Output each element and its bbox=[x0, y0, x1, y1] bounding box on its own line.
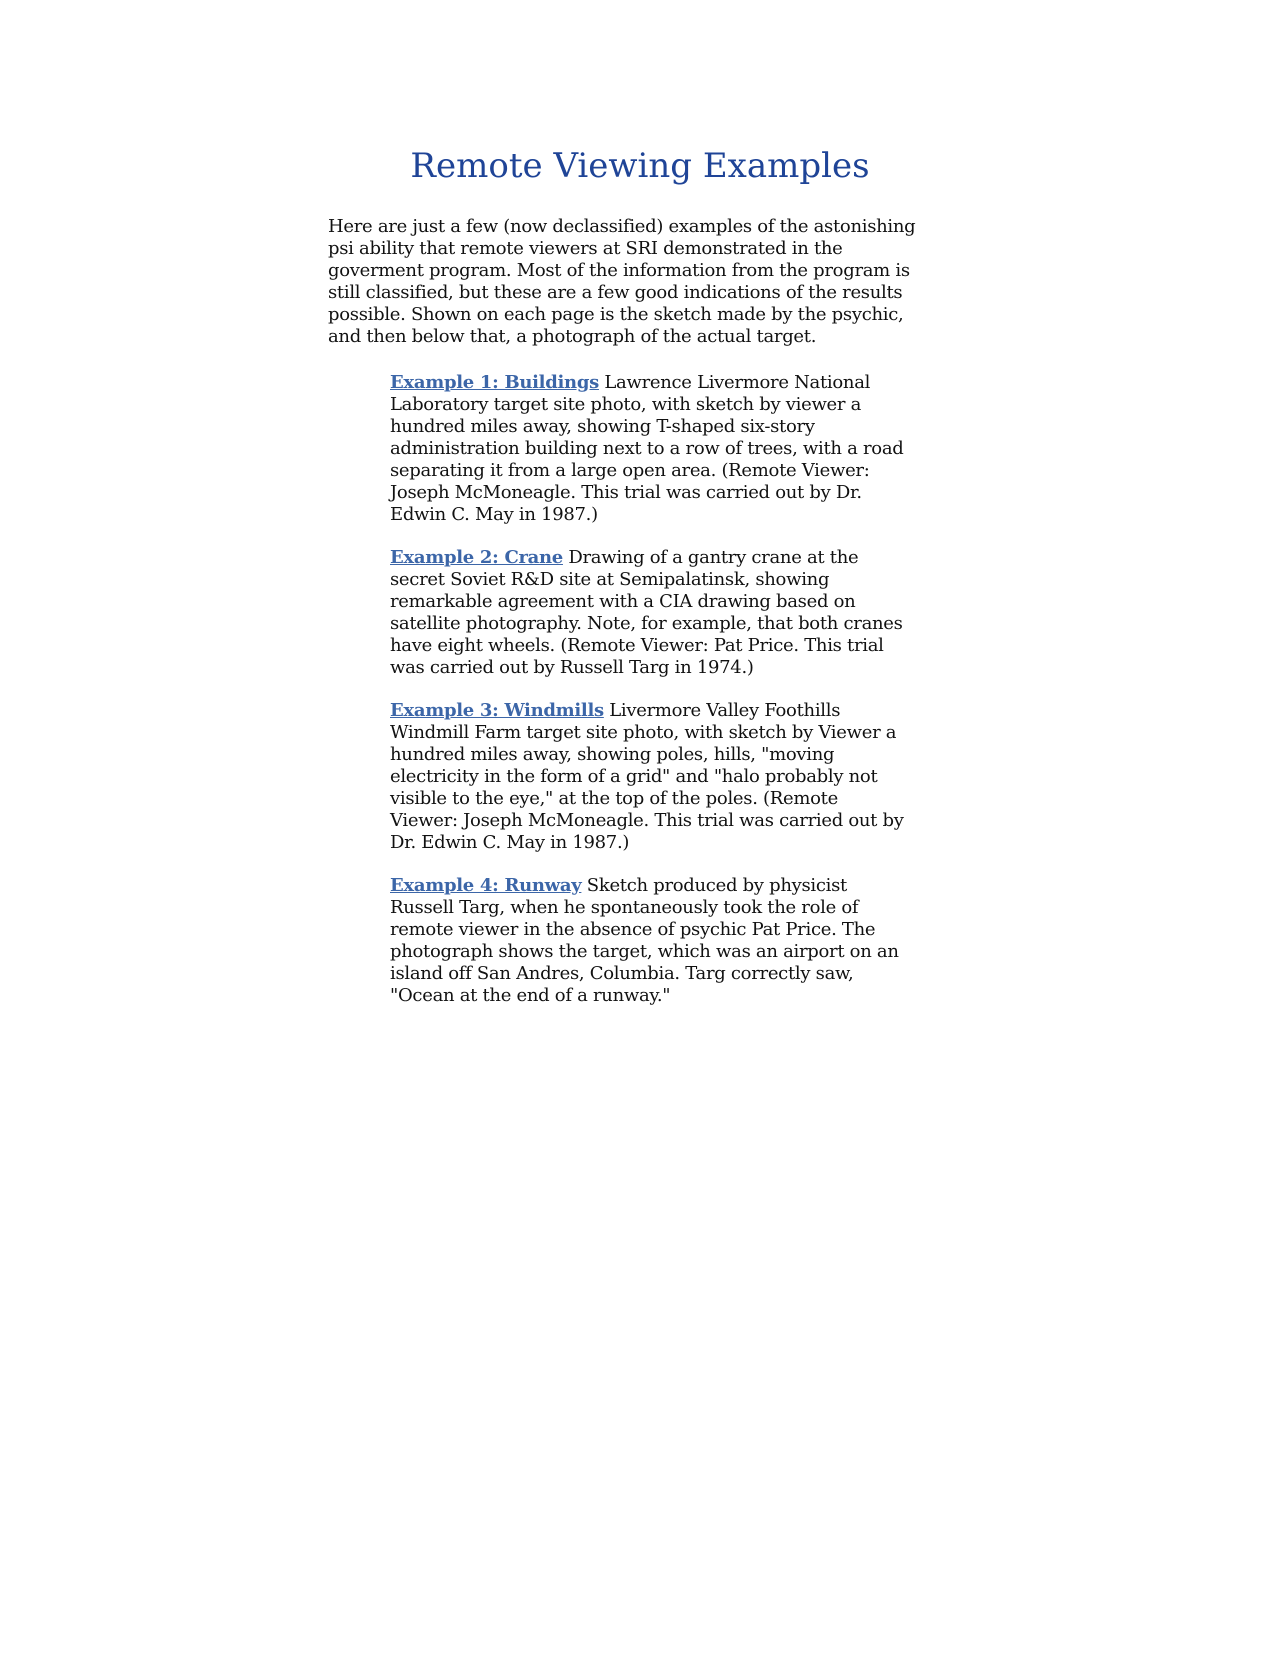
example-item-buildings bbox=[390, 372, 905, 526]
example-2-crane-link[interactable]: Example 2: Crane bbox=[390, 547, 563, 568]
example-item-windmills bbox=[390, 700, 905, 854]
page-title: Remote Viewing Examples bbox=[410, 146, 870, 186]
example-1-buildings-link[interactable]: Example 1: Buildings bbox=[390, 372, 599, 393]
example-3-windmills-link[interactable]: Example 3: Windmills bbox=[390, 700, 604, 721]
example-3-description: Livermore Valley Foothills Windmill Farm target site photo, with sketch by Viewer a hundred miles away, showing poles, hills, "moving electricity in the form of a grid" and "halo probably not visible to the eye," at the top of the poles. (Remote Viewer: Joseph McMoneagle. This trial was carried out by Dr. Edwin C. May in 1987.) bbox=[390, 700, 904, 853]
example-item-runway bbox=[390, 875, 905, 1007]
examples-list bbox=[390, 372, 905, 1028]
example-4-runway-link[interactable]: Example 4: Runway bbox=[390, 875, 582, 896]
example-1-description: Lawrence Livermore National Laboratory target site photo, with sketch by viewer a hundred miles away, showing T-shaped six-story administration building next to a row of trees, with a road separating it from a large open area. (Remote Viewer: Joseph McMoneagle. This trial was carried out by Dr. Edwin C. May in 1987.) bbox=[390, 372, 904, 525]
example-item-crane bbox=[390, 547, 905, 679]
intro-paragraph: Here are just a few (now declassified) examples of the astonishing psi ability that remote viewers at SRI demonstrated in the goverment program. Most of the information from the program is still classified, but these are a few good indications of the results possible. Shown on each page is the sketch made by the psychic, and then below that, a photograph of the actual target. bbox=[328, 216, 916, 347]
example-2-description: Drawing of a gantry crane at the secret Soviet R&D site at Semipalatinsk, showing remarkable agreement with a CIA drawing based on satellite photography. Note, for example, that both cranes have eight wheels. (Remote Viewer: Pat Price. This trial was carried out by Russell Targ in 1974.) bbox=[390, 547, 903, 678]
example-4-description: Sketch produced by physicist Russell Targ, when he spontaneously took the role of remote viewer in the absence of psychic Pat Price. The photograph shows the target, which was an airport on an island off San Andres, Columbia. Targ correctly saw, "Ocean at the end of a runway." bbox=[390, 875, 899, 1006]
